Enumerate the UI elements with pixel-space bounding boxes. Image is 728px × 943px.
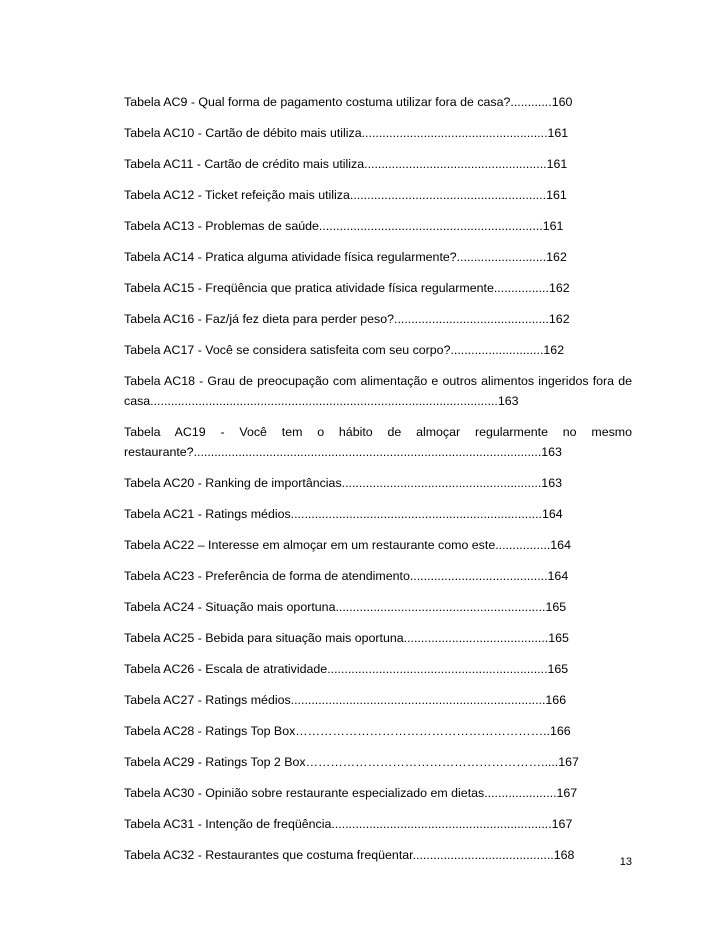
toc-entry: Tabela AC11 - Cartão de crédito mais utiliza.....................................................161	[124, 157, 568, 171]
toc-entry: Tabela AC24 - Situação mais oportuna.............................................................165	[124, 600, 567, 614]
toc-entry: Tabela AC10 - Cartão de débito mais utiliza......................................................161	[124, 126, 569, 140]
toc-entry: Tabela AC32 - Restaurantes que costuma freqüentar.........................................168	[124, 848, 575, 862]
table-of-contents	[124, 92, 632, 876]
toc-entry: Tabela AC23 - Preferência de forma de atendimento........................................164	[124, 569, 569, 583]
toc-entry: Tabela AC21 - Ratings médios.........................................................................164	[124, 507, 563, 521]
toc-entry: Tabela AC30 - Opinião sobre restaurante especializado em dietas.....................167	[124, 786, 578, 800]
toc-entry: Tabela AC25 - Bebida para situação mais oportuna..........................................165	[124, 631, 569, 645]
toc-entry: Tabela AC18 - Grau de preocupação com alimentação e outros alimentos ingeridos fora de casa.....................................................................................................163	[124, 374, 632, 408]
toc-entry: Tabela AC19 - Você tem o hábito de almoçar regularmente no mesmo restaurante?.....................................................................................................163	[124, 425, 632, 459]
page-number: 13	[619, 856, 632, 868]
toc-entry: Tabela AC9 - Qual forma de pagamento costuma utilizar fora de casa?............160	[124, 95, 573, 109]
toc-entry: Tabela AC31 - Intenção de freqüência................................................................167	[124, 817, 573, 831]
toc-entry: Tabela AC15 - Freqüência que pratica atividade física regularmente................162	[124, 281, 570, 295]
toc-entry: Tabela AC26 - Escala de atratividade................................................................165	[124, 662, 569, 676]
toc-entry: Tabela AC22 – Interesse em almoçar em um restaurante como este................164	[124, 538, 571, 552]
toc-entry: Tabela AC12 - Ticket refeição mais utiliza.........................................................161	[124, 188, 567, 202]
toc-entry: Tabela AC29 - Ratings Top 2 Box………………………………………………….....167	[124, 755, 579, 769]
toc-entry: Tabela AC13 - Problemas de saúde.................................................................161	[124, 219, 564, 233]
toc-entry: Tabela AC28 - Ratings Top Box……………………………………………………..166	[124, 724, 571, 738]
toc-entry: Tabela AC17 - Você se considera satisfeita com seu corpo?...........................162	[124, 343, 565, 357]
toc-entry: Tabela AC20 - Ranking de importâncias..........................................................163	[124, 476, 562, 490]
toc-entry: Tabela AC16 - Faz/já fez dieta para perder peso?.............................................162	[124, 312, 570, 326]
toc-entry: Tabela AC14 - Pratica alguma atividade física regularmente?..........................162	[124, 250, 567, 264]
toc-entry: Tabela AC27 - Ratings médios..........................................................................166	[124, 693, 567, 707]
